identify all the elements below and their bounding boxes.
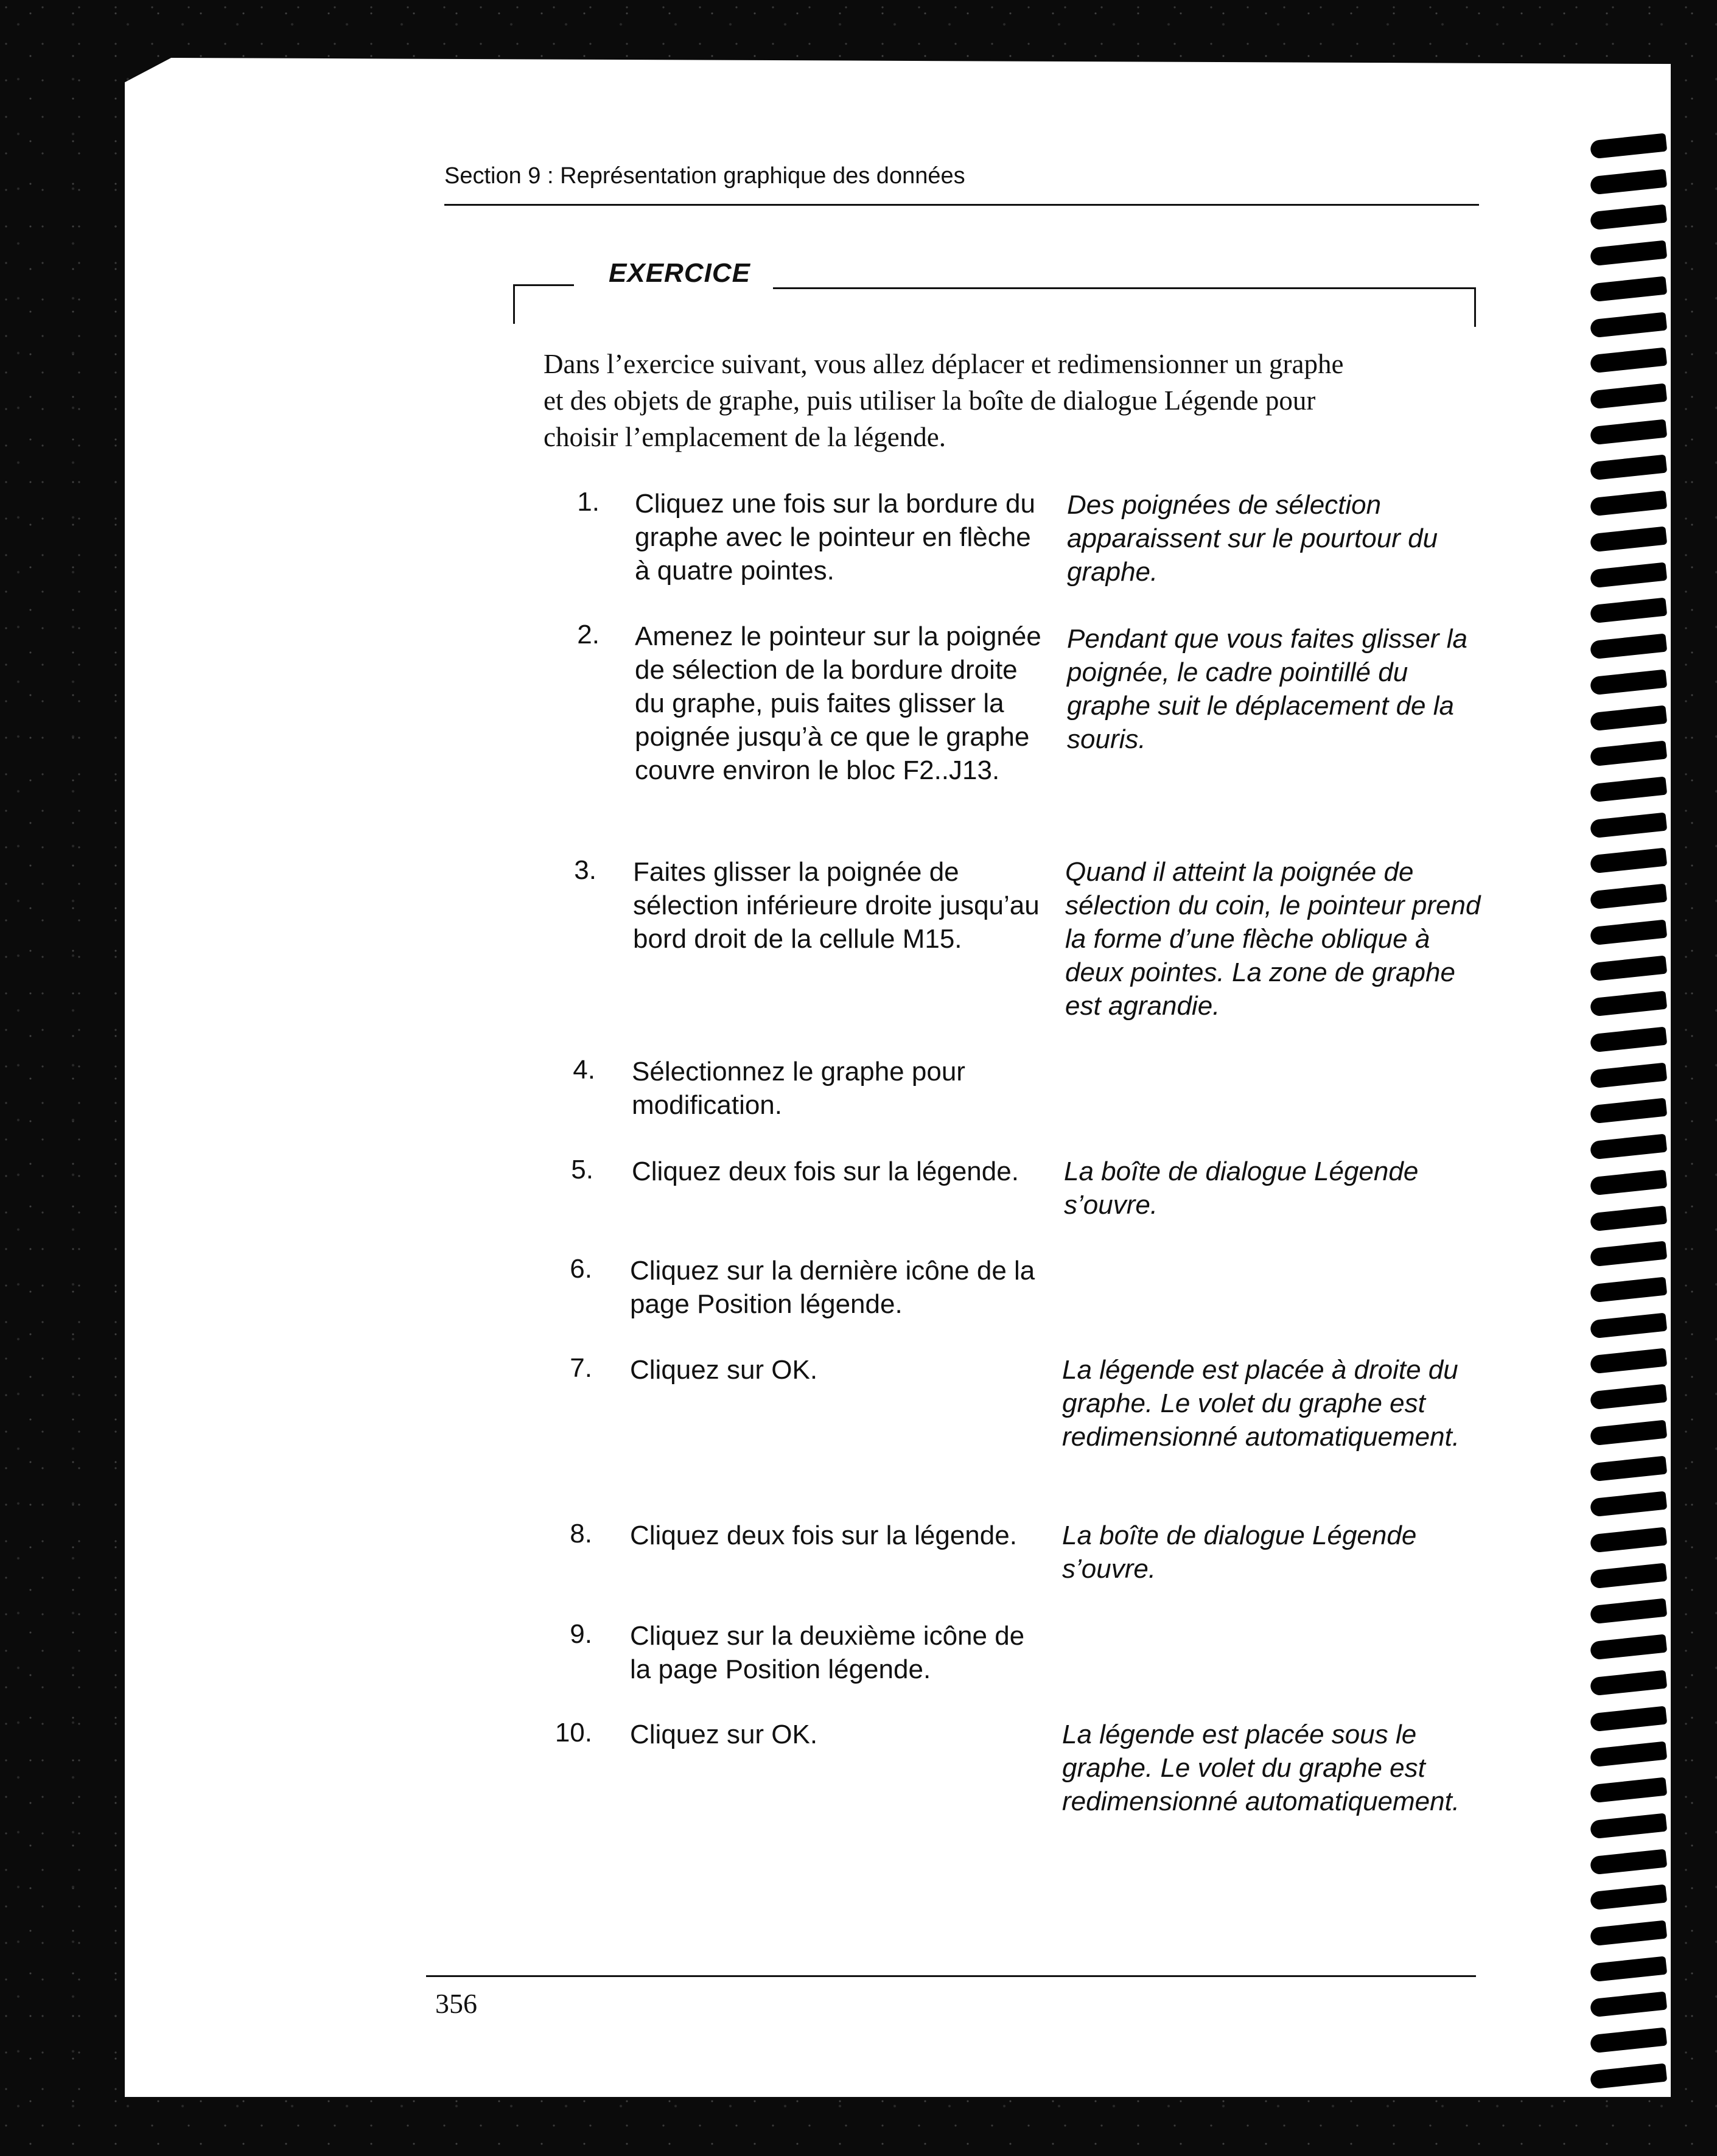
exercise-frame-right-line xyxy=(773,287,1476,289)
binding-ring xyxy=(1590,919,1667,945)
binding-ring xyxy=(1590,634,1667,660)
binding-ring xyxy=(1590,1134,1667,1160)
step-instruction: Cliquez sur OK. xyxy=(630,1720,818,1749)
binding-ring xyxy=(1590,598,1667,624)
step-instruction: Sélectionnez le graphe pour modification. xyxy=(632,1057,965,1120)
exercise-frame-left-line xyxy=(513,284,574,286)
step-number: 3. xyxy=(574,855,596,885)
binding-ring xyxy=(1590,1634,1667,1661)
step-number: 4. xyxy=(573,1055,595,1085)
header-rule xyxy=(444,204,1479,206)
binding-ring xyxy=(1590,741,1667,767)
exercise-frame-right-corner xyxy=(1474,287,1476,327)
binding-ring xyxy=(1590,1920,1667,1946)
page-number: 356 xyxy=(435,1988,477,2019)
binding-ring xyxy=(1590,669,1667,695)
step-result: Quand il atteint la poignée de sélection du coin, le pointeur prend la forme d’une flèche oblique à deux pointes. La zone de graphe est agrandie. xyxy=(1065,857,1481,1021)
binding-ring xyxy=(1590,419,1667,445)
step-number: 9. xyxy=(570,1619,592,1649)
section-header: Section 9 : Représentation graphique des données xyxy=(444,163,965,189)
step-number: 2. xyxy=(577,620,600,649)
binding-ring xyxy=(1590,276,1667,302)
step-number: 10. xyxy=(554,1718,592,1748)
binding-ring xyxy=(1590,2063,1667,2089)
binding-ring xyxy=(1590,240,1667,267)
binding-ring xyxy=(1590,1885,1667,1911)
binding-ring xyxy=(1590,1777,1667,1804)
binding-ring xyxy=(1590,1169,1667,1195)
binding-ring xyxy=(1590,1455,1667,1482)
step-instruction: Cliquez une fois sur la bordure du graphe avec le pointeur en flèche à quatre pointes. xyxy=(635,489,1035,586)
binding-ring xyxy=(1590,205,1667,231)
binding-ring xyxy=(1590,1205,1667,1231)
binding-ring xyxy=(1590,1670,1667,1696)
binding-ring xyxy=(1590,1706,1667,1732)
binding-ring xyxy=(1590,312,1667,338)
binding-ring xyxy=(1590,1813,1667,1839)
binding-ring xyxy=(1590,705,1667,731)
intro-line: et des objets de graphe, puis utiliser la boîte de dialogue Légende pour xyxy=(544,385,1316,416)
binding-ring xyxy=(1590,491,1667,517)
spiral-binding xyxy=(1579,137,1671,2121)
step-number: 5. xyxy=(571,1155,593,1185)
step-number: 7. xyxy=(570,1353,592,1383)
binding-ring xyxy=(1590,1277,1667,1303)
exercise-title: EXERCICE xyxy=(609,258,750,288)
exercise-intro xyxy=(544,346,1493,455)
binding-ring xyxy=(1590,884,1667,910)
binding-ring xyxy=(1590,169,1667,195)
step-instruction: Cliquez deux fois sur la légende. xyxy=(630,1521,1017,1550)
binding-ring xyxy=(1590,2099,1667,2125)
binding-ring xyxy=(1590,1992,1667,2018)
step-instruction: Cliquez sur la deuxième icône de la page Position légende. xyxy=(630,1621,1025,1684)
intro-line: choisir l’emplacement de la légende. xyxy=(544,422,946,452)
binding-ring xyxy=(1590,1062,1667,1088)
binding-ring xyxy=(1590,383,1667,410)
binding-ring xyxy=(1590,1419,1667,1446)
binding-ring xyxy=(1590,1241,1667,1267)
footer-rule xyxy=(426,1975,1476,1977)
step-result: La boîte de dialogue Légende s’ouvre. xyxy=(1064,1157,1419,1220)
binding-ring xyxy=(1590,1348,1667,1374)
binding-ring xyxy=(1590,1491,1667,1517)
binding-ring xyxy=(1590,133,1667,159)
step-instruction: Amenez le pointeur sur la poignée de sélection de la bordure droite du graphe, puis faites glisser la poignée jusqu’à ce que le graphe couvre environ le bloc F2..J13. xyxy=(635,621,1041,785)
binding-ring xyxy=(1590,455,1667,481)
step-result: La légende est placée sous le graphe. Le volet du graphe est redimensionné automatiquement. xyxy=(1062,1720,1460,1816)
binding-ring xyxy=(1590,1741,1667,1768)
binding-ring xyxy=(1590,955,1667,981)
step-instruction: Cliquez sur OK. xyxy=(630,1355,818,1385)
step-result: Pendant que vous faites glisser la poignée, le cadre pointillé du graphe suit le déplacement de la souris. xyxy=(1067,624,1467,754)
binding-ring xyxy=(1590,848,1667,874)
binding-ring xyxy=(1590,1527,1667,1553)
step-number: 8. xyxy=(570,1519,592,1549)
binding-ring xyxy=(1590,1098,1667,1124)
binding-ring xyxy=(1590,526,1667,552)
binding-ring xyxy=(1590,1312,1667,1339)
binding-ring xyxy=(1590,991,1667,1017)
binding-ring xyxy=(1590,776,1667,802)
step-result: Des poignées de sélection apparaissent sur le pourtour du graphe. xyxy=(1067,490,1438,587)
step-number: 6. xyxy=(570,1254,592,1284)
step-result: La légende est placée à droite du graphe. Le volet du graphe est redimensionné automatiquement. xyxy=(1062,1355,1460,1452)
binding-ring xyxy=(1590,1563,1667,1589)
binding-ring xyxy=(1590,2028,1667,2054)
binding-ring xyxy=(1590,562,1667,588)
step-instruction: Cliquez deux fois sur la légende. xyxy=(632,1157,1019,1186)
binding-ring xyxy=(1590,1027,1667,1053)
binding-ring xyxy=(1590,1956,1667,1982)
intro-line: Dans l’exercice suivant, vous allez déplacer et redimensionner un graphe xyxy=(544,349,1344,379)
binding-ring xyxy=(1590,1384,1667,1410)
binding-ring xyxy=(1590,812,1667,838)
step-number: 1. xyxy=(577,487,600,517)
step-result: La boîte de dialogue Légende s’ouvre. xyxy=(1062,1521,1417,1584)
binding-ring xyxy=(1590,1849,1667,1875)
step-instruction: Faites glisser la poignée de sélection inférieure droite jusqu’au bord droit de la cellule M15. xyxy=(633,857,1040,954)
step-instruction: Cliquez sur la dernière icône de la page Position légende. xyxy=(630,1256,1035,1319)
binding-ring xyxy=(1590,348,1667,374)
exercise-frame-left-corner xyxy=(513,284,515,324)
binding-ring xyxy=(1590,1598,1667,1625)
